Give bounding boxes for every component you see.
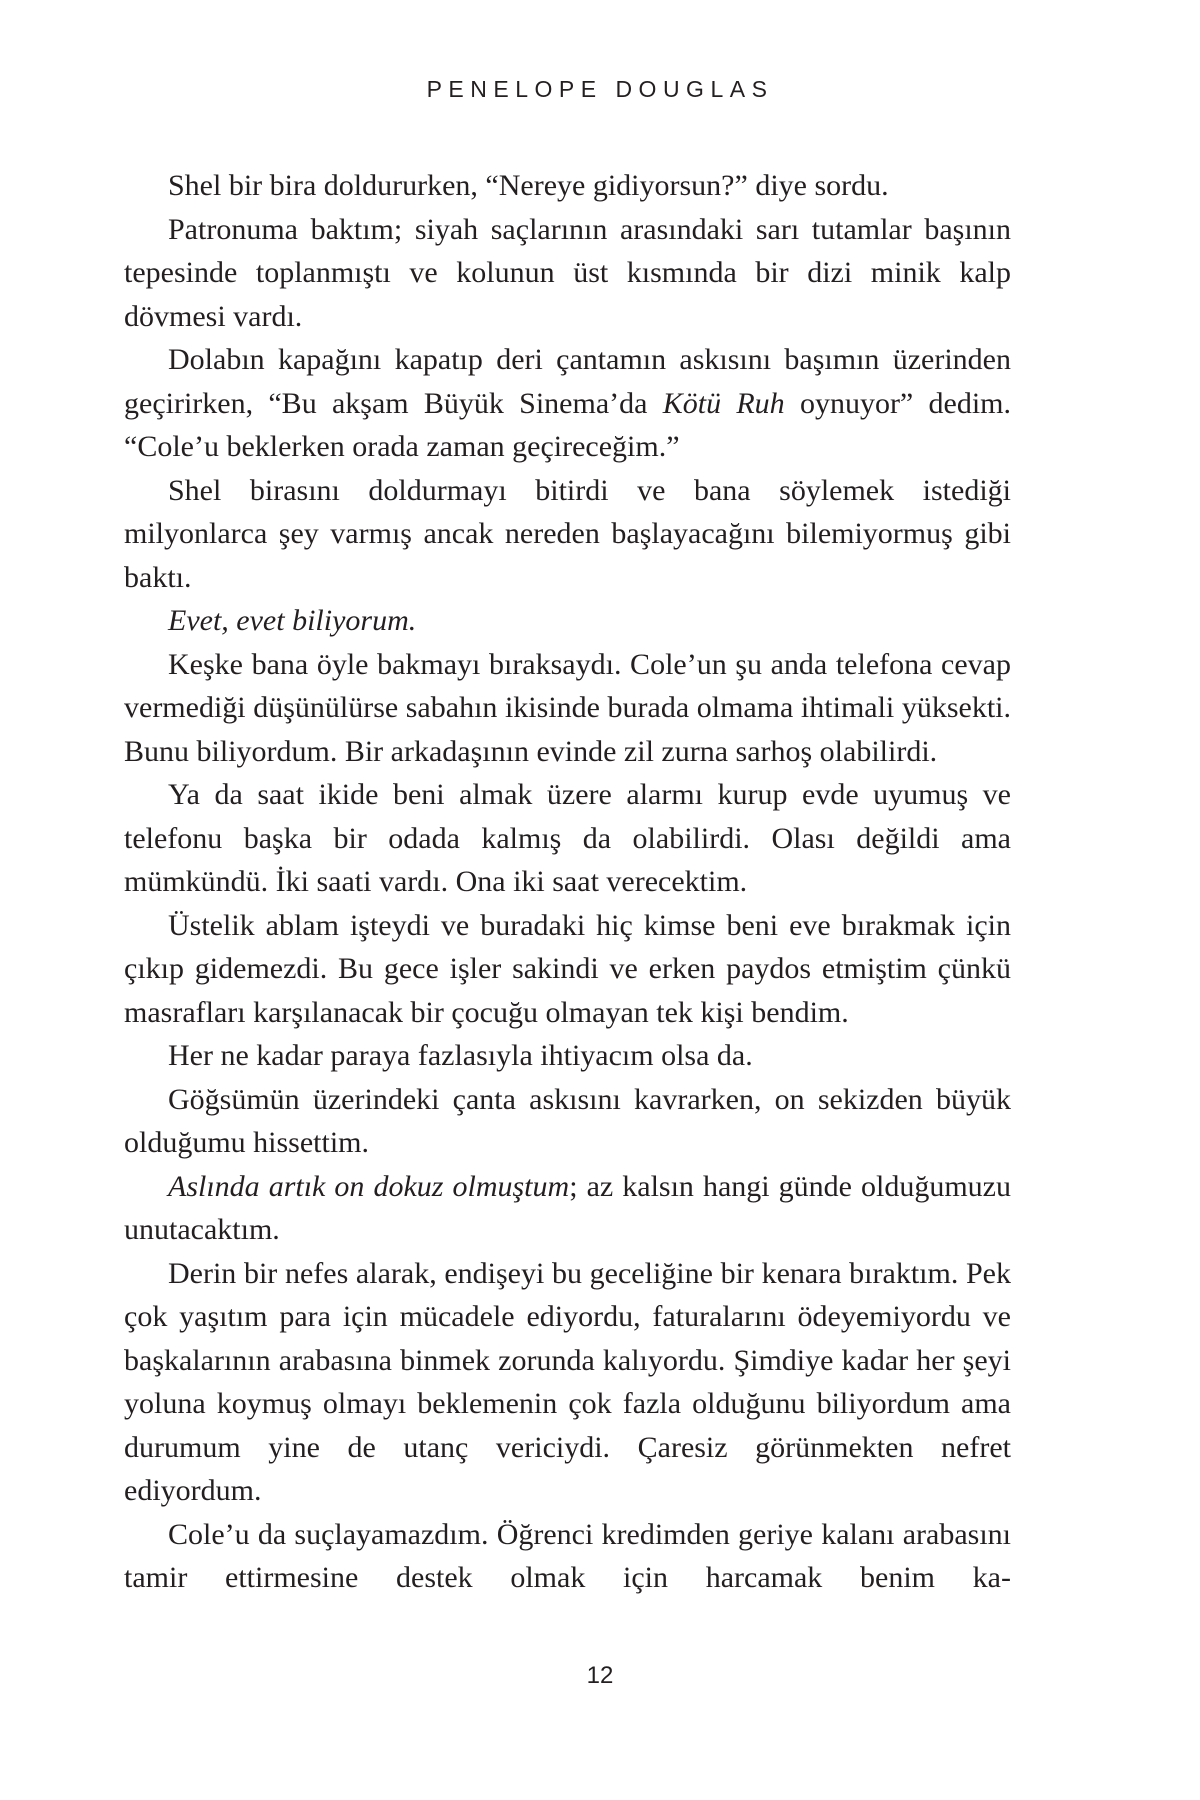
paragraph: Göğsümün üzerindeki çanta askısını kavrarken, on sekizden büyük olduğumu hissettim. (124, 1082, 1011, 1159)
film-title-italic: Kötü Ruh (662, 386, 785, 420)
paragraph: Derin bir nefes alarak, endişeyi bu geceliğine bir kenara bıraktım. Pek çok yaşıtım para için mücadele ediyordu, faturalarını ödeyemiyordu ve başkalarının arabasına binmek zorunda kalıyordu. Şimdiye kadar her şeyi yoluna koymuş olmayı beklemenin çok fazla olduğunu biliyordum ama durumum yine de utanç vericiydi. Çaresiz görünmekten nefret ediyordum. (124, 1256, 1011, 1507)
paragraph: Shel bir bira doldururken, “Nereye gidiyorsun?” diye sordu. (168, 169, 889, 202)
paragraph: Cole’u da suçlayamazdım. Öğrenci kredimden geriye kalanı arabasını tamir ettirmesine destek olmak için harcamak benim ka- (124, 1517, 1011, 1594)
paragraph-thought (124, 599, 1011, 643)
paragraph-text: Dolabın kapağını kapatıp deri çantamın askısını başımın üzerinden geçirirken, “Bu akşam Büyük Sinema’da (124, 343, 1011, 420)
thought-italic: Evet, evet biliyorum. (168, 604, 417, 637)
page-number: 12 (586, 1662, 614, 1689)
paragraph (124, 338, 1011, 469)
paragraph: Her ne kadar paraya fazlasıyla ihtiyacım olsa da. (168, 1039, 753, 1072)
paragraph: Patronuma baktım; siyah saçlarının arasındaki sarı tutamlar başının tepesinde toplanmıştı ve kolunun üst kısmında bir dizi minik kalp dövmesi vardı. (124, 212, 1011, 333)
paragraph-text: oynuyor” dedim. “Cole’u beklerken orada zaman geçireceğim.” (124, 386, 1012, 463)
paragraph: Keşke bana öyle bakmayı bıraksaydı. Cole’un şu anda telefona cevap vermediği düşünülürse sabahın ikisinde burada olmama ihtimali yüksekti. Bunu biliyordum. Bir arkadaşının evinde zil zurna sarhoş olabilirdi. (124, 647, 1011, 768)
paragraph: Ya da saat ikide beni almak üzere alarmı kurup evde uyumuş ve telefonu başka bir odada kalmış da olabilirdi. Olası değildi ama mümkündü. İki saati vardı. Ona iki saat verecektim. (124, 778, 1011, 898)
body-text (124, 164, 1011, 1600)
paragraph: Shel birasını doldurmayı bitirdi ve bana söylemek istediği milyonlarca şey varmış ancak nereden başlayacağını bilemiyormuş gibi baktı. (124, 473, 1011, 594)
thought-italic: Aslında artık on dokuz olmuştum (168, 1169, 570, 1203)
running-head-author: PENELOPE DOUGLAS (426, 76, 774, 102)
paragraph-text: ; az kalsın hangi günde olduğumuzu unutacaktım. (124, 1169, 1011, 1246)
paragraph (124, 1165, 1011, 1252)
paragraph: Üstelik ablam işteydi ve buradaki hiç kimse beni eve bırakmak için çıkıp gidemezdi. Bu gece işler sakindi ve erken paydos etmiştim çünkü masrafları karşılanacak bir çocuğu olmayan tek kişi bendim. (124, 908, 1011, 1029)
